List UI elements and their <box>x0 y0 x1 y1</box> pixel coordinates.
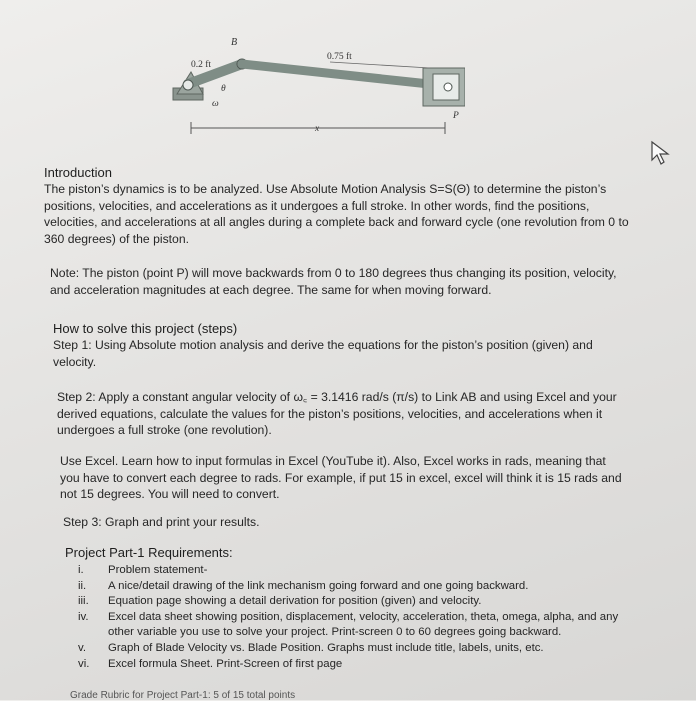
step-1: Step 1: Using Absolute motion analysis and derive the equations for the piston’s position (given) and velocity. <box>53 338 593 369</box>
label-short-link: 0.2 ft <box>191 60 212 70</box>
list-item <box>62 610 622 641</box>
mechanism-diagram <box>165 28 465 140</box>
step-2: Step 2: Apply a constant angular velocity of ω꜀ = 3.1416 rad/s (π/s) to Link AB and using Excel and your derived equations, calculate the values for the piston’s positions, velocities, and accelerations when it undergoes a full stroke (one revolution). <box>57 390 617 438</box>
intro-heading: Introduction <box>44 165 112 180</box>
footer-cut-off-text: Grade Rubric for Project Part-1: 5 of 15 total points <box>70 690 296 701</box>
list-text: Graph of Blade Velocity vs. Blade Position. Graphs must include title, labels, units, etc. <box>108 641 544 654</box>
list-number: v. <box>78 641 87 654</box>
mouse-cursor-icon <box>650 140 672 166</box>
intro-body: The piston’s dynamics is to be analyzed. Use Absolute Motion Analysis S=S(Θ) to determine the piston’s positions, velocities, and accelerations as it undergoes a full stroke. In other words, find the positions, velocities, and accelerations at all angles during a complete back and forward cycle (one revolution from 0 to 360 degrees) of the piston. <box>44 182 629 246</box>
list-number: i. <box>78 564 84 576</box>
list-item <box>62 594 622 610</box>
list-item <box>62 579 622 595</box>
list-text: A nice/detail drawing of the link mechanism going forward and one going backward. <box>108 579 529 592</box>
list-text: Equation page showing a detail derivation for position (given) and velocity. <box>108 595 482 608</box>
list-text: Problem statement- <box>108 564 208 576</box>
pin-a <box>183 80 193 90</box>
requirements-list <box>62 563 622 672</box>
pin-p <box>444 83 452 91</box>
list-text: Excel data sheet showing position, displacement, velocity, acceleration, theta, omega, alpha, and any other variable you use to solve your project. Print-screen 0 to 60 degrees going backward. <box>108 610 619 639</box>
howto-heading: How to solve this project (steps) <box>53 321 238 336</box>
list-item <box>62 641 622 657</box>
list-item <box>62 657 622 673</box>
list-number: vi. <box>78 657 90 670</box>
label-long-link: 0.75 ft <box>327 52 352 62</box>
step-3: Step 3: Graph and print your results. <box>63 515 260 529</box>
dimension-line-long <box>330 62 430 68</box>
list-text: Excel formula Sheet. Print-Screen of first page <box>108 657 343 670</box>
label-b: B <box>231 37 238 48</box>
label-omega: ω <box>212 99 219 109</box>
list-number: ii. <box>78 579 87 592</box>
label-theta: θ <box>221 84 226 94</box>
list-number: iii. <box>78 595 89 608</box>
list-number: iv. <box>78 610 89 623</box>
list-item <box>62 563 622 579</box>
label-p: P <box>453 111 459 121</box>
label-x: x <box>315 124 320 134</box>
note-paragraph: Note: The piston (point P) will move backwards from 0 to 180 degrees thus changing its position, velocity, and acceleration magnitudes at each degree. The same for when moving forward. <box>50 266 617 297</box>
requirements-heading: Project Part-1 Requirements: <box>65 545 233 560</box>
excel-note: Use Excel. Learn how to input formulas in Excel (YouTube it). Also, Excel works in rads, meaning that you have to convert each degree to rads. For example, if put 15 in excel, excel will think it is 15 rads and not 15 degrees. You will need to convert. <box>60 454 622 502</box>
